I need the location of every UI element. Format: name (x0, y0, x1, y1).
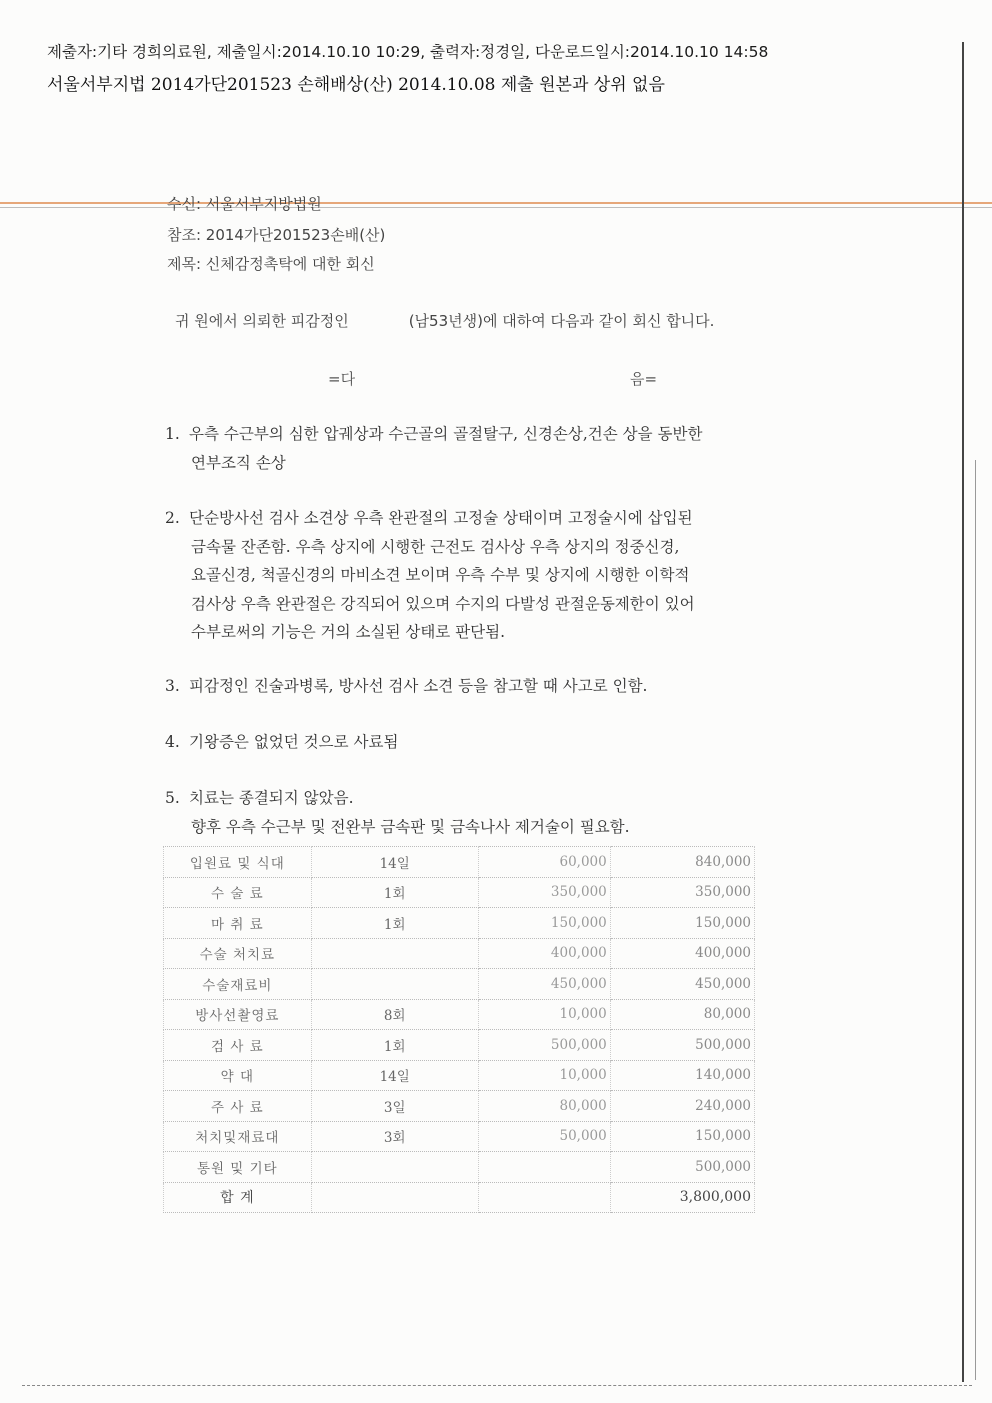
cost-unit: 50,000 (478, 1121, 610, 1152)
cost-item: 수술재료비 (164, 969, 312, 1000)
cost-qty (311, 969, 478, 1000)
recipient-line: 수신: 서울서부지방법원 (167, 195, 322, 213)
reference-line: 참조: 2014가단201523손배(산) (167, 226, 386, 244)
finding-text: 향후 우측 수근부 및 전완부 금속판 및 금속나사 제거술이 필요함. (191, 817, 630, 836)
cost-item: 합 계 (164, 1182, 312, 1213)
cost-unit: 450,000 (478, 969, 610, 1000)
finding-text: 기왕증은 없었던 것으로 사료됨 (189, 733, 399, 751)
table-row (164, 938, 755, 969)
header-divider (0, 202, 992, 204)
cost-unit: 10,000 (478, 999, 610, 1030)
cost-item: 방사선촬영료 (164, 999, 312, 1030)
cost-qty: 1회 (311, 1030, 478, 1061)
cost-qty (311, 1152, 478, 1183)
finding-text: 금속물 잔존함. 우측 상지에 시행한 근전도 검사상 우측 상지의 정중신경, (191, 537, 680, 556)
table-row (164, 969, 755, 1000)
cost-qty: 14일 (311, 1060, 478, 1091)
cost-unit (478, 1182, 610, 1213)
table-row (164, 1121, 755, 1152)
finding-item-1: 1. 우측 수근부의 심한 압궤상과 수근골의 골절탈구, 신경손상,건손 상을 동반한 연부조직 손상 (165, 420, 702, 477)
cost-unit: 150,000 (478, 908, 610, 939)
cost-item: 약 대 (164, 1060, 312, 1091)
cost-qty (311, 938, 478, 969)
cost-unit: 350,000 (478, 877, 610, 908)
cost-amount: 350,000 (610, 877, 754, 908)
cost-table (163, 846, 755, 1213)
scan-bottom-edge (22, 1385, 972, 1386)
finding-text: 수부로써의 기능은 거의 소실된 상태로 판단됨. (191, 623, 506, 641)
cost-amount: 150,000 (610, 908, 754, 939)
cost-item: 수 술 료 (164, 877, 312, 908)
finding-text: 검사상 우측 완관절은 강직되어 있으며 수지의 다발성 관절운동제한이 있어 (191, 594, 695, 613)
cost-item: 통원 및 기타 (164, 1152, 312, 1183)
table-row (164, 1152, 755, 1183)
submission-info-line: 제출자:기타 경희의료원, 제출일시:2014.10.10 10:29, 출력자:정경일, 다운로드일시:2014.10.10 14:58 (47, 43, 769, 61)
cost-unit: 10,000 (478, 1060, 610, 1091)
finding-text: 요골신경, 척골신경의 마비소견 보이며 우측 수부 및 상지에 시행한 이학적 (191, 566, 690, 584)
finding-item-5: 5. 치료는 종결되지 않았음. 향후 우측 수근부 및 전완부 금속판 및 금속나사 제거술이 필요함. (165, 784, 630, 841)
cost-unit: 80,000 (478, 1091, 610, 1122)
finding-item-2: 2. 단순방사선 검사 소견상 우측 완관절의 고정술 상태이며 고정술시에 삽입된 금속물 잔존함. 우측 상지에 시행한 근전도 검사상 우측 상지의 정중신경, 요골신경, 척골신경의 마비소견 보이며 우측 수부 및 상지에 시행한 이학적 검사상 우측 완관절은 강직되어 있으며 수지의 다발성 관절운동제한이 있어 수부로써의 기능은 거의 소실된 상태로 판단됨. (165, 504, 695, 647)
heading-da: =다 (328, 370, 356, 388)
cost-amount: 150,000 (610, 1121, 754, 1152)
table-row (164, 999, 755, 1030)
cost-qty: 8회 (311, 999, 478, 1030)
cost-item: 검 사 료 (164, 1030, 312, 1061)
intro-right: (남53년생)에 대하여 다음과 같이 회신 합니다. (408, 312, 715, 330)
cost-amount: 840,000 (610, 847, 754, 878)
scan-edge-line-faint (975, 460, 976, 1380)
table-row (164, 908, 755, 939)
cost-amount: 500,000 (610, 1152, 754, 1183)
cost-qty: 14일 (311, 847, 478, 878)
table-row (164, 1030, 755, 1061)
table-row (164, 847, 755, 878)
cost-qty: 3일 (311, 1091, 478, 1122)
finding-text: 우측 수근부의 심한 압궤상과 수근골의 골절탈구, 신경손상,건손 상을 동반한 (189, 425, 703, 443)
finding-text: 피감정인 진술과병록, 방사선 검사 소견 등을 참고할 때 사고로 인함. (189, 677, 648, 695)
finding-item-4: 4. 기왕증은 없었던 것으로 사료됨 (165, 733, 399, 751)
intro-left: 귀 원에서 의뢰한 피감정인 (175, 312, 349, 330)
heading-eum: 음= (630, 370, 658, 388)
finding-text: 연부조직 손상 (191, 453, 286, 472)
cost-amount: 240,000 (610, 1091, 754, 1122)
cost-unit: 60,000 (478, 847, 610, 878)
intro-sentence (175, 310, 714, 331)
scan-edge-line (962, 42, 964, 1382)
cost-item: 주 사 료 (164, 1091, 312, 1122)
cost-qty (311, 1182, 478, 1213)
cost-item: 입원료 및 식대 (164, 847, 312, 878)
subject-line: 제목: 신체감정촉탁에 대한 회신 (167, 255, 375, 273)
cost-qty: 3회 (311, 1121, 478, 1152)
cost-item: 처치및재료대 (164, 1121, 312, 1152)
cost-amount: 400,000 (610, 938, 754, 969)
header-divider-shadow (0, 207, 992, 208)
cost-unit (478, 1152, 610, 1183)
table-row (164, 877, 755, 908)
cost-amount: 500,000 (610, 1030, 754, 1061)
finding-item-3: 3. 피감정인 진술과병록, 방사선 검사 소견 등을 참고할 때 사고로 인함. (165, 677, 648, 695)
finding-text: 단순방사선 검사 소견상 우측 완관절의 고정술 상태이며 고정술시에 삽입된 (189, 509, 693, 527)
finding-text: 치료는 종결되지 않았음. (189, 789, 354, 807)
cost-amount: 80,000 (610, 999, 754, 1030)
cost-unit: 500,000 (478, 1030, 610, 1061)
table-row (164, 1091, 755, 1122)
cost-unit: 400,000 (478, 938, 610, 969)
cost-qty: 1회 (311, 908, 478, 939)
case-info-line: 서울서부지법 2014가단201523 손해배상(산) 2014.10.08 제출 원본과 상위 없음 (47, 75, 665, 95)
table-row (164, 1060, 755, 1091)
cost-total-amount: 3,800,000 (610, 1182, 754, 1213)
cost-item: 마 취 료 (164, 908, 312, 939)
table-total-row (164, 1182, 755, 1213)
cost-qty: 1회 (311, 877, 478, 908)
cost-amount: 450,000 (610, 969, 754, 1000)
cost-amount: 140,000 (610, 1060, 754, 1091)
cost-item: 수술 처치료 (164, 938, 312, 969)
